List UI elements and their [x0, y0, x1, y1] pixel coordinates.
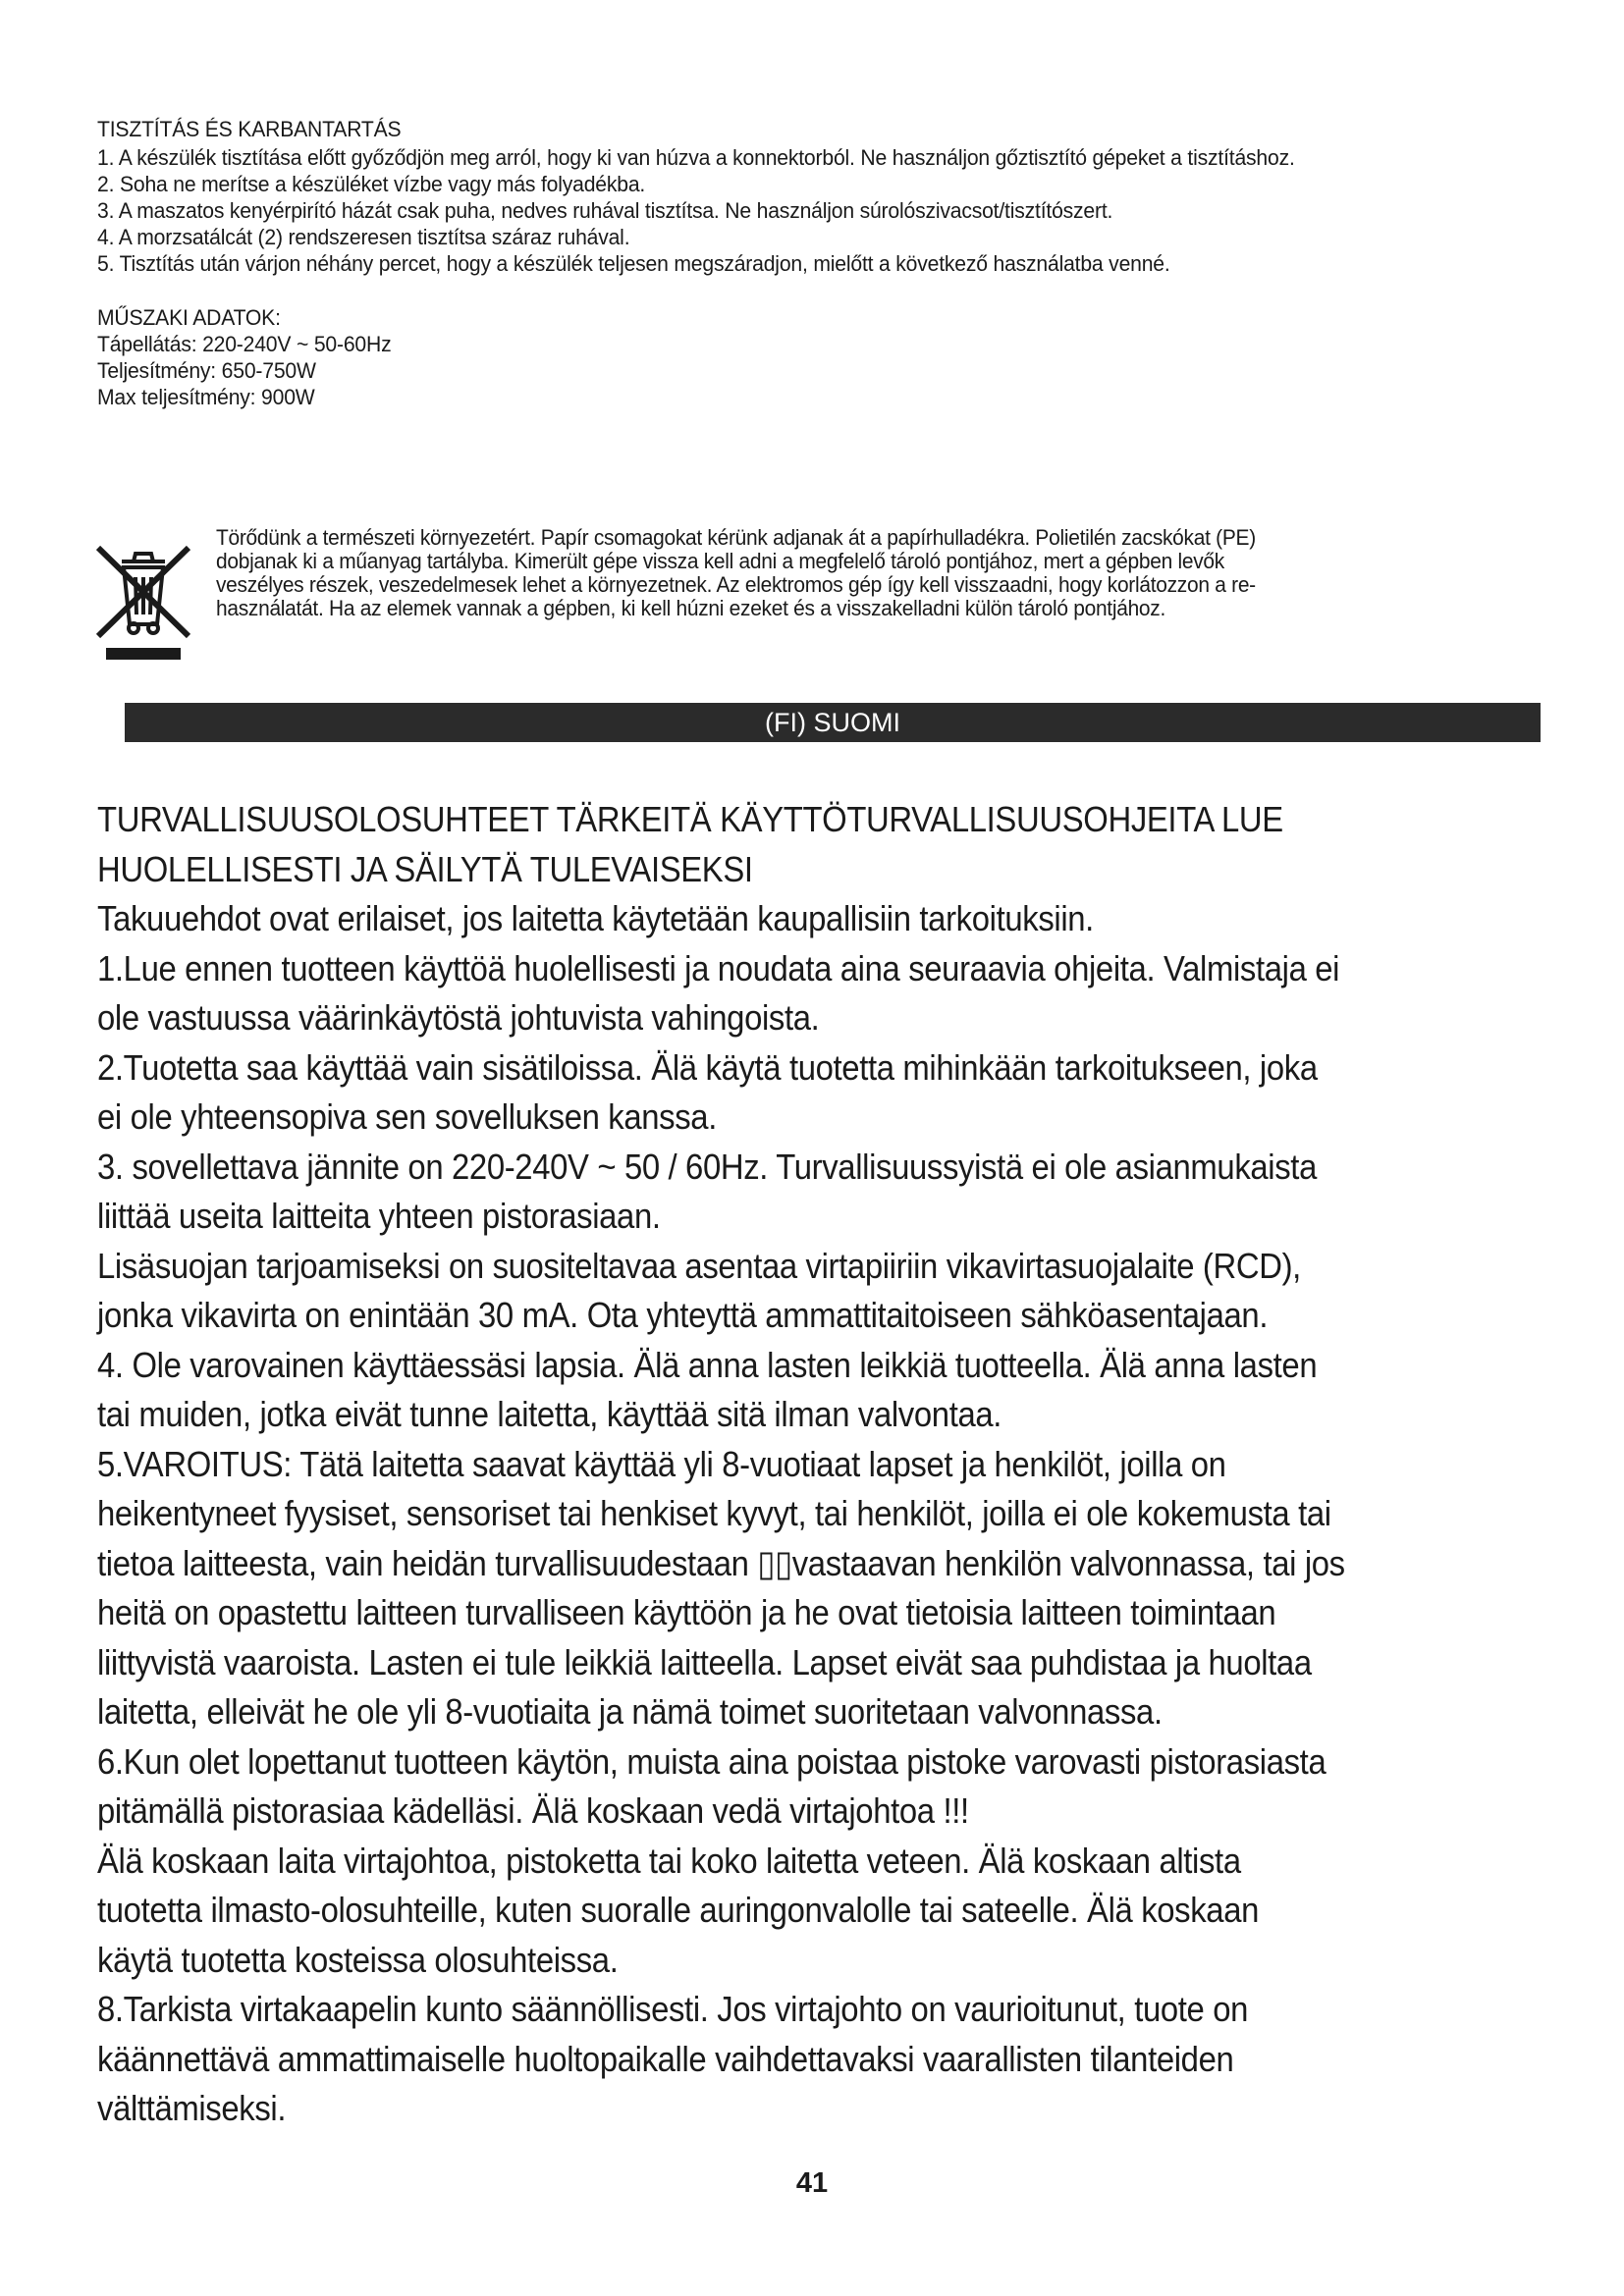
recycling-line: veszélyes részek, veszedelmesek lehet a környezetnek. Az elektromos gép így kell visszaadni, hogy korlátozzon a re-	[216, 572, 1256, 597]
finnish-line: Takuuehdot ovat erilaiset, jos laitetta käytetään kaupallisiin tarkoituksiin.	[97, 898, 1094, 938]
finnish-line: laitetta, elleivät he ole yli 8-vuotiaita ja nämä toimet suoritetaan valvonnassa.	[97, 1691, 1163, 1732]
language-bar	[125, 703, 1541, 742]
hungarian-cleaning-section	[97, 116, 1531, 410]
recycling-notice	[84, 526, 1538, 664]
finnish-line: pitämällä pistorasiaa kädelläsi. Älä koskaan vedä virtajohtoa !!!	[97, 1790, 969, 1831]
spec-line: Max teljesítmény: 900W	[97, 385, 315, 409]
finnish-line: heitä on opastettu laitteen turvalliseen käyttöön ja he ovat tietoisia laitteen toimintaan	[97, 1592, 1276, 1632]
finnish-line: 2.Tuotetta saa käyttää vain sisätiloissa. Älä käytä tuotetta mihinkään tarkoitukseen, joka	[97, 1046, 1318, 1088]
finnish-line: HUOLELLISESTI JA SÄILYTÄ TULEVAISEKSI	[97, 848, 753, 889]
finnish-line: Älä koskaan laita virtajohtoa, pistoketta tai koko laitetta veteen. Älä koskaan altista	[97, 1840, 1241, 1881]
finnish-line: käännettävä ammattimaiselle huoltopaikalle vaihdettavaksi vaarallisten tilanteiden	[97, 2038, 1234, 2079]
technical-specs	[97, 304, 1531, 410]
specs-heading: MŰSZAKI ADATOK:	[97, 305, 281, 330]
finnish-line: 6.Kun olet lopettanut tuotteen käytön, muista aina poistaa pistoke varovasti pistorasiasta	[97, 1740, 1326, 1782]
finnish-line: 1.Lue ennen tuotteen käyttöä huolellisesti ja noudata aina seuraavia ohjeita. Valmistaja ei	[97, 947, 1340, 988]
finnish-line: 4. Ole varovainen käyttäessäsi lapsia. Älä anna lasten leikkiä tuotteella. Älä anna lasten	[97, 1344, 1318, 1385]
finnish-line: tuotetta ilmasto-olosuhteille, kuten suoralle auringonvalolle tai sateelle. Älä koskaan	[97, 1890, 1260, 1930]
spec-line: Teljesítmény: 650-750W	[97, 358, 316, 383]
finnish-line: 3. sovellettava jännite on 220-240V ~ 50 / 60Hz. Turvallisuussyistä ei ole asianmukaista	[97, 1146, 1317, 1187]
cleaning-list	[97, 144, 1531, 277]
recycling-text	[216, 526, 1571, 620]
language-label: (FI) SUOMI	[765, 708, 900, 737]
recycling-line: használatát. Ha az elemek vannak a gépben, ki kell húzni ezeket és a visszakelladni külön tároló pontjához.	[216, 596, 1166, 620]
finnish-line: Lisäsuojan tarjoamiseksi on suositeltavaa asentaa virtapiiriin vikavirtasuojalaite (RCD),	[97, 1245, 1301, 1286]
recycling-line: Törődünk a természeti környezetért. Papír csomagokat kérünk adjanak át a papírhulladékra. Polietilén zacskókat (PE)	[216, 525, 1256, 550]
finnish-line: liittyvistä vaaroista. Lasten ei tule leikkiä laitteella. Lapset eivät saa puhdistaa ja huoltaa	[97, 1641, 1312, 1682]
cleaning-item: 3. A maszatos kenyérpirító házát csak puha, nedves ruhával tisztítsa. Ne használjon súrolószivacsot/tisztítószert.	[97, 198, 1113, 223]
spec-line: Tápellátás: 220-240V ~ 50-60Hz	[97, 332, 392, 356]
finnish-line: ole vastuussa väärinkäytöstä johtuvista vahingoista.	[97, 997, 820, 1038]
crossed-bin-icon	[84, 526, 202, 664]
finnish-line: jonka vikavirta on enintään 30 mA. Ota yhteyttä ammattitaitoiseen sähköasentajaan.	[97, 1295, 1269, 1335]
finnish-line: 8.Tarkista virtakaapelin kunto säännöllisesti. Jos virtajohto on vaurioitunut, tuote on	[97, 1989, 1249, 2029]
cleaning-item: 5. Tisztítás után várjon néhány percet, hogy a készülék teljesen megszáradjon, mielőtt a következő használatba venné.	[97, 251, 1170, 276]
finnish-line: ei ole yhteensopiva sen sovelluksen kanssa.	[97, 1096, 717, 1137]
finnish-safety-section	[97, 795, 1550, 2134]
cleaning-item: 4. A morzsatálcát (2) rendszeresen tisztítsa száraz ruhával.	[97, 225, 630, 249]
cleaning-item: 2. Soha ne merítse a készüléket vízbe vagy más folyadékba.	[97, 172, 646, 196]
cleaning-heading: TISZTÍTÁS ÉS KARBANTARTÁS	[97, 117, 402, 141]
finnish-line: välttämiseksi.	[97, 2088, 287, 2128]
finnish-line: käytä tuotetta kosteissa olosuhteissa.	[97, 1939, 619, 1980]
cleaning-item: 1. A készülék tisztítása előtt győződjön meg arról, hogy ki van húzva a konnektorból. Ne használjon gőztisztító gépeket a tisztításhoz.	[97, 145, 1295, 170]
page-number: 41	[795, 2167, 829, 2199]
finnish-line: heikentyneet fyysiset, sensoriset tai henkiset kyvyt, tai henkilöt, joilla ei ole kokemusta tai	[97, 1493, 1331, 1533]
finnish-line: 5.VAROITUS: Tätä laitetta saavat käyttää yli 8-vuotiaat lapset ja henkilöt, joilla on	[97, 1443, 1226, 1484]
finnish-line: tai muiden, jotka eivät tunne laitetta, käyttää sitä ilman valvontaa.	[97, 1394, 1002, 1434]
finnish-line: TURVALLISUUSOLOSUHTEET TÄRKEITÄ KÄYTTÖTURVALLISUUSOHJEITA LUE	[97, 799, 1283, 839]
finnish-line: tietoa laitteesta, vain heidän turvallisuudestaan ▯▯vastaavan henkilön valvonnassa, tai jos	[97, 1542, 1345, 1583]
finnish-line: liittää useita laitteita yhteen pistorasiaan.	[97, 1196, 661, 1236]
recycling-line: dobjanak ki a műanyag tartályba. Kimerült gépe vissza kell adni a megfelelő tároló pontjához, mert a gépben levők	[216, 549, 1224, 573]
